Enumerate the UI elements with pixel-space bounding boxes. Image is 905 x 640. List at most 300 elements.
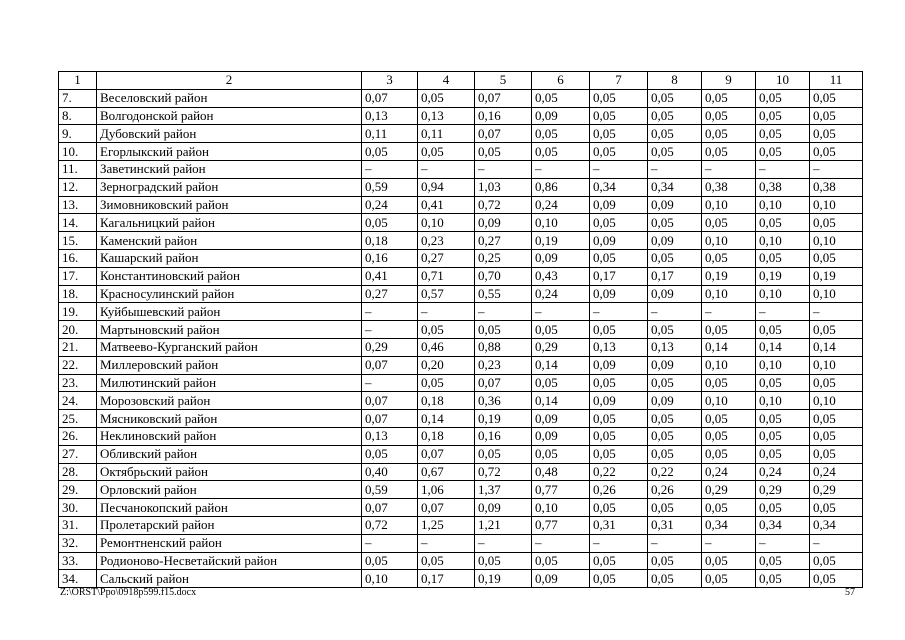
value-cell: 0,05 (810, 249, 863, 267)
value-cell: 0,05 (648, 552, 702, 570)
header-cell: 10 (756, 72, 810, 90)
value-cell: 0,05 (648, 499, 702, 517)
value-cell: 0,05 (702, 427, 756, 445)
value-cell: 0,05 (756, 499, 810, 517)
header-cell: 9 (702, 72, 756, 90)
value-cell: 0,10 (810, 285, 863, 303)
value-cell: 0,05 (756, 570, 810, 588)
value-cell: 0,09 (532, 410, 590, 428)
value-cell: 0,05 (532, 89, 590, 107)
value-cell: 0,05 (756, 143, 810, 161)
value-cell: 0,24 (532, 196, 590, 214)
value-cell: 0,07 (475, 125, 532, 143)
value-cell: 0,05 (756, 321, 810, 339)
value-cell: 0,05 (756, 427, 810, 445)
value-cell: 0,07 (418, 499, 475, 517)
header-cell: 7 (590, 72, 648, 90)
value-cell: 0,09 (648, 285, 702, 303)
district-name-cell: Каменский район (97, 232, 362, 250)
value-cell: 0,16 (362, 249, 418, 267)
value-cell: 0,25 (475, 249, 532, 267)
value-cell: 0,10 (756, 232, 810, 250)
value-cell: 0,27 (362, 285, 418, 303)
district-name-cell: Зимовниковский район (97, 196, 362, 214)
value-cell: 0,05 (648, 374, 702, 392)
value-cell: 0,05 (475, 552, 532, 570)
value-cell: 0,09 (590, 285, 648, 303)
row-number-cell: 17. (59, 267, 97, 285)
value-cell: – (418, 160, 475, 178)
value-cell: 0,05 (702, 321, 756, 339)
value-cell: 0,86 (532, 178, 590, 196)
value-cell: 0,10 (418, 214, 475, 232)
value-cell: 0,09 (590, 392, 648, 410)
value-cell: 0,41 (362, 267, 418, 285)
value-cell: – (475, 534, 532, 552)
value-cell: 0,13 (590, 338, 648, 356)
value-cell: 0,23 (475, 356, 532, 374)
row-number-cell: 31. (59, 516, 97, 534)
value-cell: 0,88 (475, 338, 532, 356)
value-cell: 0,05 (810, 107, 863, 125)
value-cell: 0,05 (532, 552, 590, 570)
value-cell: 0,05 (810, 374, 863, 392)
value-cell: 0,05 (648, 214, 702, 232)
value-cell: 0,17 (590, 267, 648, 285)
district-name-cell: Константиновский район (97, 267, 362, 285)
value-cell: 0,05 (475, 321, 532, 339)
value-cell: 0,05 (702, 570, 756, 588)
table-row (59, 267, 863, 285)
value-cell: 0,05 (590, 125, 648, 143)
value-cell: 0,10 (756, 392, 810, 410)
value-cell: 0,05 (362, 143, 418, 161)
district-name-cell: Родионово-Несветайский район (97, 552, 362, 570)
value-cell: 0,05 (810, 445, 863, 463)
header-cell: 4 (418, 72, 475, 90)
value-cell: 0,05 (418, 89, 475, 107)
district-name-cell: Мясниковский район (97, 410, 362, 428)
value-cell: 0,22 (590, 463, 648, 481)
value-cell: 0,10 (810, 232, 863, 250)
value-cell: 0,19 (702, 267, 756, 285)
value-cell: 0,05 (590, 214, 648, 232)
value-cell: 0,10 (702, 356, 756, 374)
value-cell: 0,29 (810, 481, 863, 499)
value-cell: – (648, 160, 702, 178)
table-body (59, 72, 863, 588)
value-cell: 0,05 (475, 143, 532, 161)
district-name-cell: Песчанокопский район (97, 499, 362, 517)
table-row (59, 249, 863, 267)
district-name-cell: Волгодонской район (97, 107, 362, 125)
value-cell: 0,05 (810, 125, 863, 143)
value-cell: 0,10 (702, 392, 756, 410)
value-cell: 0,27 (475, 232, 532, 250)
value-cell: 0,94 (418, 178, 475, 196)
value-cell: 0,05 (362, 214, 418, 232)
value-cell: – (810, 534, 863, 552)
row-number-cell: 9. (59, 125, 97, 143)
value-cell: 0,05 (702, 410, 756, 428)
value-cell: – (362, 321, 418, 339)
header-cell: 1 (59, 72, 97, 90)
value-cell: 0,05 (702, 552, 756, 570)
value-cell: 0,14 (418, 410, 475, 428)
value-cell: – (810, 303, 863, 321)
value-cell: 0,13 (418, 107, 475, 125)
value-cell: – (475, 160, 532, 178)
value-cell: 0,05 (810, 143, 863, 161)
district-name-cell: Кагальницкий район (97, 214, 362, 232)
value-cell: 0,05 (648, 125, 702, 143)
value-cell: 0,05 (810, 214, 863, 232)
value-cell: 0,18 (362, 232, 418, 250)
value-cell: 0,22 (648, 463, 702, 481)
footer-page-number: 57 (845, 587, 855, 598)
value-cell: 0,72 (475, 196, 532, 214)
value-cell: 0,05 (756, 552, 810, 570)
table-row (59, 321, 863, 339)
value-cell: 0,05 (702, 249, 756, 267)
row-number-cell: 33. (59, 552, 97, 570)
row-number-cell: 10. (59, 143, 97, 161)
row-number-cell: 21. (59, 338, 97, 356)
value-cell: 0,09 (648, 232, 702, 250)
value-cell: 0,34 (702, 516, 756, 534)
value-cell: – (702, 534, 756, 552)
row-number-cell: 34. (59, 570, 97, 588)
value-cell: 0,05 (590, 570, 648, 588)
header-cell: 8 (648, 72, 702, 90)
value-cell: 0,05 (810, 570, 863, 588)
table-row (59, 356, 863, 374)
value-cell: 0,05 (648, 321, 702, 339)
value-cell: 0,59 (362, 481, 418, 499)
row-number-cell: 11. (59, 160, 97, 178)
value-cell: – (756, 160, 810, 178)
table-row (59, 178, 863, 196)
value-cell: 0,07 (362, 392, 418, 410)
value-cell: 0,05 (648, 410, 702, 428)
value-cell: 0,36 (475, 392, 532, 410)
value-cell: 0,05 (590, 143, 648, 161)
table-row (59, 463, 863, 481)
value-cell: 0,10 (702, 196, 756, 214)
value-cell: – (648, 534, 702, 552)
value-cell: 0,17 (418, 570, 475, 588)
value-cell: – (532, 160, 590, 178)
value-cell: 0,05 (810, 552, 863, 570)
value-cell: – (362, 160, 418, 178)
value-cell: 0,05 (702, 499, 756, 517)
value-cell: 0,41 (418, 196, 475, 214)
row-number-cell: 8. (59, 107, 97, 125)
value-cell: – (702, 303, 756, 321)
district-name-cell: Орловский район (97, 481, 362, 499)
district-name-cell: Зерноградский район (97, 178, 362, 196)
value-cell: 0,18 (418, 392, 475, 410)
table-row (59, 232, 863, 250)
value-cell: 0,05 (590, 427, 648, 445)
value-cell: 0,29 (756, 481, 810, 499)
value-cell: 0,05 (475, 445, 532, 463)
value-cell: 0,10 (756, 196, 810, 214)
value-cell: 0,11 (362, 125, 418, 143)
value-cell: 0,09 (532, 249, 590, 267)
table-row (59, 445, 863, 463)
value-cell: 0,16 (475, 107, 532, 125)
district-name-cell: Обливский район (97, 445, 362, 463)
district-name-cell: Пролетарский район (97, 516, 362, 534)
value-cell: 0,07 (362, 356, 418, 374)
value-cell: 0,05 (532, 143, 590, 161)
value-cell: 0,34 (648, 178, 702, 196)
value-cell: 0,19 (475, 410, 532, 428)
value-cell: 0,10 (810, 196, 863, 214)
district-name-cell: Неклиновский район (97, 427, 362, 445)
value-cell: 0,05 (648, 445, 702, 463)
value-cell: – (362, 303, 418, 321)
data-table (58, 71, 863, 588)
row-number-cell: 26. (59, 427, 97, 445)
value-cell: 0,09 (590, 196, 648, 214)
row-number-cell: 19. (59, 303, 97, 321)
value-cell: 0,05 (810, 427, 863, 445)
value-cell: 0,38 (756, 178, 810, 196)
header-cell: 3 (362, 72, 418, 90)
value-cell: 0,10 (702, 285, 756, 303)
table-header-row (59, 72, 863, 90)
value-cell: 0,09 (648, 196, 702, 214)
value-cell: 0,05 (590, 552, 648, 570)
value-cell: – (418, 303, 475, 321)
district-name-cell: Красносулинский район (97, 285, 362, 303)
value-cell: – (756, 303, 810, 321)
value-cell: – (756, 534, 810, 552)
value-cell: 0,09 (590, 232, 648, 250)
value-cell: 0,05 (702, 214, 756, 232)
row-number-cell: 29. (59, 481, 97, 499)
value-cell: 1,06 (418, 481, 475, 499)
value-cell: 0,19 (810, 267, 863, 285)
value-cell: 0,05 (702, 445, 756, 463)
value-cell: 0,10 (532, 499, 590, 517)
value-cell: – (590, 160, 648, 178)
value-cell: 0,34 (810, 516, 863, 534)
row-number-cell: 13. (59, 196, 97, 214)
value-cell: 0,10 (532, 214, 590, 232)
value-cell: – (418, 534, 475, 552)
row-number-cell: 24. (59, 392, 97, 410)
value-cell: 0,24 (702, 463, 756, 481)
value-cell: 0,05 (648, 107, 702, 125)
value-cell: 0,59 (362, 178, 418, 196)
value-cell: 1,25 (418, 516, 475, 534)
value-cell: 0,05 (756, 249, 810, 267)
row-number-cell: 14. (59, 214, 97, 232)
district-name-cell: Матвеево-Курганский район (97, 338, 362, 356)
value-cell: 0,07 (362, 410, 418, 428)
value-cell: 0,26 (590, 481, 648, 499)
row-number-cell: 15. (59, 232, 97, 250)
value-cell: 1,03 (475, 178, 532, 196)
value-cell: 0,05 (810, 499, 863, 517)
value-cell: – (810, 160, 863, 178)
value-cell: 0,24 (532, 285, 590, 303)
value-cell: 0,10 (756, 285, 810, 303)
value-cell: 0,10 (702, 232, 756, 250)
value-cell: – (590, 534, 648, 552)
row-number-cell: 22. (59, 356, 97, 374)
row-number-cell: 16. (59, 249, 97, 267)
value-cell: 0,09 (648, 356, 702, 374)
table-row (59, 285, 863, 303)
value-cell: 0,43 (532, 267, 590, 285)
value-cell: – (362, 534, 418, 552)
table-row (59, 552, 863, 570)
value-cell: 0,05 (702, 374, 756, 392)
value-cell: 1,21 (475, 516, 532, 534)
table-row (59, 214, 863, 232)
row-number-cell: 12. (59, 178, 97, 196)
table-row (59, 143, 863, 161)
value-cell: 0,05 (532, 374, 590, 392)
value-cell: 0,19 (756, 267, 810, 285)
value-cell: 0,29 (362, 338, 418, 356)
value-cell: – (362, 374, 418, 392)
row-number-cell: 18. (59, 285, 97, 303)
value-cell: 0,09 (532, 427, 590, 445)
header-cell: 6 (532, 72, 590, 90)
value-cell: 0,07 (418, 445, 475, 463)
district-name-cell: Заветинский район (97, 160, 362, 178)
value-cell: 1,37 (475, 481, 532, 499)
value-cell: 0,05 (532, 321, 590, 339)
value-cell: 0,05 (756, 89, 810, 107)
value-cell: 0,05 (702, 143, 756, 161)
value-cell: 0,29 (532, 338, 590, 356)
value-cell: 0,48 (532, 463, 590, 481)
value-cell: 0,09 (475, 499, 532, 517)
table-row (59, 196, 863, 214)
district-name-cell: Миллеровский район (97, 356, 362, 374)
table-row (59, 534, 863, 552)
table-row (59, 89, 863, 107)
value-cell: 0,05 (756, 107, 810, 125)
value-cell: 0,70 (475, 267, 532, 285)
value-cell: 0,05 (590, 89, 648, 107)
value-cell: 0,05 (810, 321, 863, 339)
table-row (59, 392, 863, 410)
value-cell: 0,09 (590, 356, 648, 374)
value-cell: 0,14 (532, 392, 590, 410)
value-cell: – (475, 303, 532, 321)
value-cell: 0,10 (810, 356, 863, 374)
value-cell: 0,05 (590, 249, 648, 267)
value-cell: 0,05 (648, 427, 702, 445)
value-cell: 0,13 (362, 427, 418, 445)
value-cell: 0,18 (418, 427, 475, 445)
value-cell: 0,05 (756, 374, 810, 392)
value-cell: 0,14 (702, 338, 756, 356)
value-cell: 0,31 (648, 516, 702, 534)
value-cell: 0,77 (532, 516, 590, 534)
value-cell: 0,05 (418, 552, 475, 570)
value-cell: 0,07 (362, 499, 418, 517)
header-cell: 2 (97, 72, 362, 90)
row-number-cell: 25. (59, 410, 97, 428)
value-cell: 0,19 (475, 570, 532, 588)
district-name-cell: Кашарский район (97, 249, 362, 267)
value-cell: 0,10 (810, 392, 863, 410)
table-row (59, 481, 863, 499)
value-cell: 0,11 (418, 125, 475, 143)
district-name-cell: Егорлыкский район (97, 143, 362, 161)
value-cell: 0,05 (590, 374, 648, 392)
value-cell: 0,72 (475, 463, 532, 481)
value-cell: 0,05 (648, 249, 702, 267)
value-cell: 0,24 (810, 463, 863, 481)
value-cell: 0,05 (756, 125, 810, 143)
table-row (59, 499, 863, 517)
value-cell: 0,05 (810, 410, 863, 428)
value-cell: – (702, 160, 756, 178)
value-cell: 0,72 (362, 516, 418, 534)
value-cell: 0,05 (590, 321, 648, 339)
value-cell: – (532, 303, 590, 321)
value-cell: 0,13 (362, 107, 418, 125)
value-cell: 0,14 (756, 338, 810, 356)
district-name-cell: Милютинский район (97, 374, 362, 392)
district-name-cell: Мартыновский район (97, 321, 362, 339)
value-cell: 0,17 (648, 267, 702, 285)
value-cell: 0,05 (756, 445, 810, 463)
value-cell: 0,34 (590, 178, 648, 196)
value-cell: 0,05 (418, 321, 475, 339)
value-cell: 0,05 (418, 374, 475, 392)
value-cell: 0,38 (810, 178, 863, 196)
value-cell: 0,05 (756, 214, 810, 232)
row-number-cell: 7. (59, 89, 97, 107)
value-cell: 0,24 (362, 196, 418, 214)
value-cell: 0,55 (475, 285, 532, 303)
value-cell: 0,05 (648, 570, 702, 588)
value-cell: 0,26 (648, 481, 702, 499)
value-cell: 0,07 (475, 89, 532, 107)
header-cell: 11 (810, 72, 863, 90)
table-row (59, 125, 863, 143)
value-cell: 0,05 (702, 89, 756, 107)
district-name-cell: Куйбышевский район (97, 303, 362, 321)
row-number-cell: 32. (59, 534, 97, 552)
row-number-cell: 23. (59, 374, 97, 392)
value-cell: 0,09 (532, 107, 590, 125)
value-cell: 0,05 (648, 89, 702, 107)
value-cell: 0,13 (648, 338, 702, 356)
row-number-cell: 27. (59, 445, 97, 463)
value-cell: 0,16 (475, 427, 532, 445)
value-cell: 0,05 (362, 445, 418, 463)
value-cell: 0,05 (590, 445, 648, 463)
value-cell: 0,05 (590, 499, 648, 517)
table-row (59, 107, 863, 125)
value-cell: – (590, 303, 648, 321)
value-cell: 0,05 (702, 125, 756, 143)
table-row (59, 374, 863, 392)
table-row (59, 570, 863, 588)
value-cell: 0,77 (532, 481, 590, 499)
